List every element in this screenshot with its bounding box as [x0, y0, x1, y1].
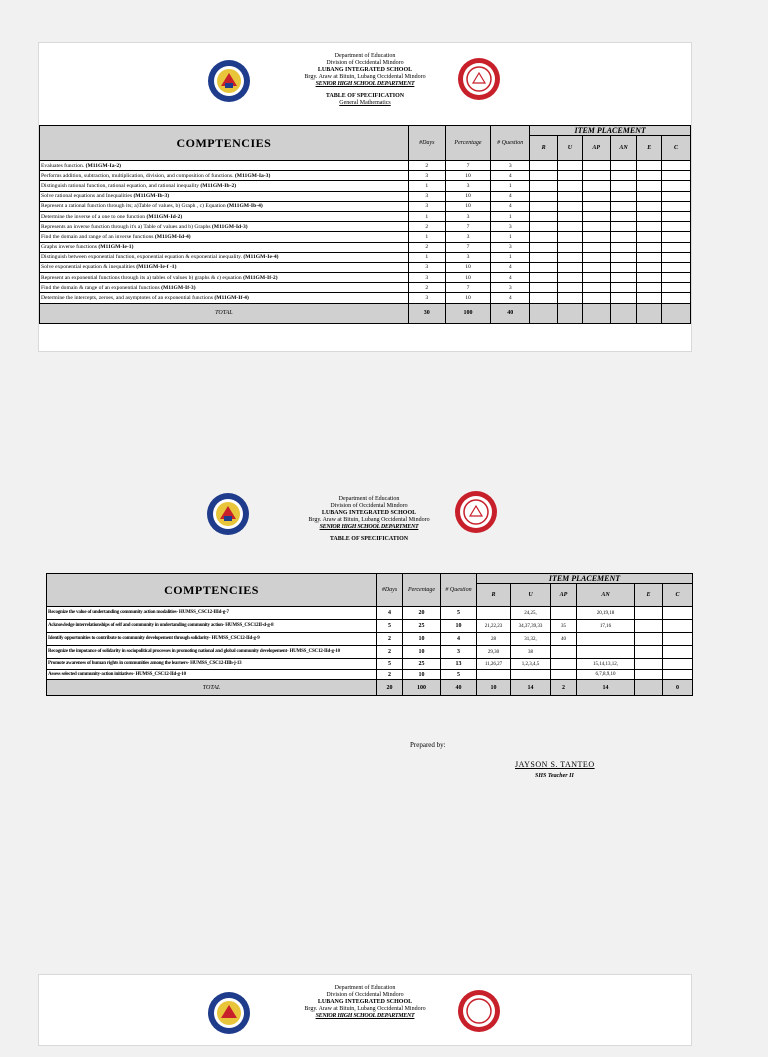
an-cell — [610, 283, 637, 293]
r-cell — [477, 670, 511, 680]
days-cell: 2 — [408, 242, 445, 252]
r-cell — [530, 283, 558, 293]
percentage-cell: 10 — [445, 191, 490, 201]
c-header: C — [662, 136, 691, 161]
page-3 — [38, 974, 692, 1046]
u-cell — [558, 171, 583, 181]
school-seal-icon — [457, 57, 501, 101]
competency-cell: Solve exponential equation & inequalities (M11GM-Ie-f -1) — [40, 262, 409, 272]
competency-cell: Represent a rational function through its; a)Table of values, b) Graph , c) Equation (M11GM-Ib-4) — [40, 201, 409, 211]
total-questions: 40 — [491, 303, 530, 323]
an-cell — [610, 181, 637, 191]
ap-cell: 35 — [551, 620, 577, 633]
days-cell: 2 — [408, 283, 445, 293]
competency-cell: Determine the intercepts, zeroes, and asymptotes of an exponential functions (M11GM-If-4) — [40, 293, 409, 303]
c-cell — [662, 171, 691, 181]
ap-cell — [582, 211, 610, 221]
total-ap: 2 — [551, 680, 577, 696]
table-row — [40, 191, 691, 201]
u-cell — [558, 293, 583, 303]
u-header: U — [511, 584, 551, 607]
u-cell — [558, 232, 583, 242]
e-cell — [637, 232, 662, 242]
c-cell — [662, 161, 691, 171]
an-cell: 6,7,8,9,10 — [577, 670, 635, 680]
department-name: SENIOR HIGH SCHOOL DEPARTMENT — [319, 524, 419, 530]
an-cell — [577, 633, 635, 646]
questions-cell: 4 — [491, 293, 530, 303]
ap-header: AP — [582, 136, 610, 161]
tos-table-community-engagement — [46, 573, 693, 696]
r-cell: 11,26,27 — [477, 659, 511, 670]
days-cell: 2 — [377, 646, 403, 659]
school-name: LUBANG INTEGRATED SCHOOL — [317, 999, 413, 1005]
school-seal-icon — [454, 490, 498, 534]
percentage-header: Percentage — [403, 574, 441, 607]
r-cell: 21,22,23 — [477, 620, 511, 633]
competency-cell: Find the domain & range of an exponential functions (M11GM-If-3) — [40, 283, 409, 293]
ap-cell — [551, 607, 577, 620]
questions-cell: 5 — [441, 607, 477, 620]
table-row — [40, 171, 691, 181]
competency-cell: Graphs inverse functions (M11GM-Ie-1) — [40, 242, 409, 252]
days-cell: 3 — [408, 293, 445, 303]
an-cell — [610, 232, 637, 242]
r-cell — [530, 161, 558, 171]
ap-cell — [582, 293, 610, 303]
an-cell — [610, 171, 637, 181]
percentage-cell: 7 — [445, 242, 490, 252]
e-cell — [637, 201, 662, 211]
page-1 — [38, 42, 692, 352]
total-percentage: 100 — [445, 303, 490, 323]
e-cell — [637, 171, 662, 181]
competency-cell: Assess selected community-action initiatives- HUMSS_CSC12-IId-g-10 — [47, 670, 377, 680]
header-line2: Division of Occidental Mindoro — [330, 503, 408, 509]
r-cell — [530, 171, 558, 181]
ap-cell — [582, 191, 610, 201]
r-header: R — [477, 584, 511, 607]
ap-cell — [551, 646, 577, 659]
e-cell — [637, 181, 662, 191]
item-placement-header: ITEM PLACEMENT — [530, 126, 691, 136]
an-cell — [610, 211, 637, 221]
days-cell: 1 — [408, 211, 445, 221]
ap-cell — [582, 252, 610, 262]
u-cell — [558, 273, 583, 283]
competency-cell: Performs addition, subtraction, multiplication, division, and composition of functions. (M11GM-Ia-3) — [40, 171, 409, 181]
total-u: 14 — [511, 680, 551, 696]
percentage-cell: 25 — [403, 620, 441, 633]
r-header: R — [530, 136, 558, 161]
competencies-header: COMPTENCIES — [40, 126, 409, 161]
r-cell — [530, 222, 558, 232]
e-header: E — [635, 584, 663, 607]
r-cell: 29,30 — [477, 646, 511, 659]
questions-cell: 1 — [491, 181, 530, 191]
c-cell — [662, 201, 691, 211]
c-cell — [663, 646, 693, 659]
an-cell — [610, 252, 637, 262]
ap-cell — [582, 283, 610, 293]
ap-cell — [582, 171, 610, 181]
days-cell: 3 — [408, 191, 445, 201]
total-c: 0 — [663, 680, 693, 696]
ap-header: AP — [551, 584, 577, 607]
an-cell — [610, 242, 637, 252]
e-cell — [637, 191, 662, 201]
e-cell — [637, 161, 662, 171]
questions-cell: 1 — [491, 211, 530, 221]
total-label: TOTAL — [47, 680, 377, 696]
percentage-cell: 10 — [445, 262, 490, 272]
prepared-by-label: Prepared by: — [410, 741, 446, 749]
questions-cell: 4 — [491, 171, 530, 181]
percentage-cell: 20 — [403, 607, 441, 620]
percentage-cell: 10 — [445, 293, 490, 303]
e-cell — [635, 633, 663, 646]
questions-cell: 3 — [491, 222, 530, 232]
questions-cell: 3 — [491, 161, 530, 171]
table-row — [40, 161, 691, 171]
days-cell: 3 — [408, 262, 445, 272]
competency-cell: Promote awareness of human rights in communities among the learners- HUMSS_CSC12-IIIh-j-13 — [47, 659, 377, 670]
total-days: 30 — [408, 303, 445, 323]
percentage-cell: 10 — [445, 273, 490, 283]
days-cell: 4 — [377, 607, 403, 620]
u-cell — [558, 201, 583, 211]
total-days: 20 — [377, 680, 403, 696]
questions-cell: 13 — [441, 659, 477, 670]
an-cell — [610, 201, 637, 211]
table-row — [40, 201, 691, 211]
percentage-cell: 25 — [403, 659, 441, 670]
ap-cell — [582, 201, 610, 211]
competency-cell: Distinguish rational function, rational equation, and rational inequality (M11GM-Ib-2) — [40, 181, 409, 191]
e-cell — [635, 659, 663, 670]
days-cell: 3 — [408, 273, 445, 283]
competency-cell: Find the domain and range of an inverse functions (M11GM-Id-4) — [40, 232, 409, 242]
competency-cell: Determine the inverse of a one to one function (M11GM-Id-2) — [40, 211, 409, 221]
u-cell — [558, 242, 583, 252]
ap-cell — [582, 273, 610, 283]
e-cell — [637, 283, 662, 293]
an-cell: 15,14,13,12, — [577, 659, 635, 670]
page-2-letterhead — [46, 480, 692, 560]
header-line1: Department of Education — [334, 985, 396, 991]
questions-cell: 10 — [441, 620, 477, 633]
signatory-title: SHS Teacher II — [535, 773, 574, 779]
table-row — [40, 211, 691, 221]
competency-cell: Represent an exponential functions through its a) tables of values b) graphs & c) equation (M11GM-If-2) — [40, 273, 409, 283]
competency-cell: Recognize the impotance of solidarity in sociopolitical processes in promoting national and global community developement- HUMSS_CSC12-IId-g-10 — [47, 646, 377, 659]
item-placement-header: ITEM PLACEMENT — [477, 574, 693, 584]
days-header: #Days — [377, 574, 403, 607]
header-line2: Division of Occidental Mindoro — [326, 60, 404, 66]
questions-cell: 5 — [441, 670, 477, 680]
r-cell — [530, 293, 558, 303]
days-header: #Days — [408, 126, 445, 161]
competencies-header: COMPTENCIES — [47, 574, 377, 607]
subject-name: General Mathematics — [339, 100, 391, 106]
an-cell — [610, 273, 637, 283]
tos-title: TABLE OF SPECIFICATION — [325, 93, 405, 99]
header-line2: Division of Occidental Mindoro — [326, 992, 404, 998]
e-cell — [635, 646, 663, 659]
r-cell: 28 — [477, 633, 511, 646]
u-cell: 1,2,3,4,5 — [511, 659, 551, 670]
table-row — [47, 620, 693, 633]
ap-cell — [582, 262, 610, 272]
questions-header: # Question — [491, 126, 530, 161]
competency-cell: Represents an inverse function through it's a) Table of values and b) Graphs (M11GM-Id-3) — [40, 222, 409, 232]
c-cell — [663, 659, 693, 670]
questions-cell: 3 — [491, 242, 530, 252]
percentage-cell: 3 — [445, 252, 490, 262]
r-cell — [530, 273, 558, 283]
percentage-cell: 7 — [445, 161, 490, 171]
questions-cell: 1 — [491, 232, 530, 242]
e-cell — [637, 273, 662, 283]
table-row — [47, 659, 693, 670]
r-cell — [530, 181, 558, 191]
e-cell — [635, 670, 663, 680]
days-cell: 2 — [377, 670, 403, 680]
percentage-cell: 3 — [445, 232, 490, 242]
e-cell — [637, 252, 662, 262]
questions-cell: 3 — [441, 646, 477, 659]
percentage-cell: 7 — [445, 222, 490, 232]
table-row — [40, 252, 691, 262]
table-row — [40, 262, 691, 272]
questions-cell: 1 — [491, 252, 530, 262]
c-cell — [662, 273, 691, 283]
signatory-name: JAYSON S. TANTEO — [515, 760, 595, 769]
school-name: LUBANG INTEGRATED SCHOOL — [321, 510, 417, 516]
c-cell — [662, 283, 691, 293]
c-cell — [663, 670, 693, 680]
ap-cell — [551, 670, 577, 680]
u-cell: 34,37,39,33 — [511, 620, 551, 633]
total-percentage: 100 — [403, 680, 441, 696]
school-address: Brgy. Araw at Bituin, Lubang Occidental Mindoro — [308, 517, 430, 523]
days-cell: 1 — [408, 232, 445, 242]
c-cell — [662, 181, 691, 191]
c-cell — [662, 232, 691, 242]
u-cell — [558, 161, 583, 171]
u-header: U — [558, 136, 583, 161]
table-row — [40, 293, 691, 303]
an-cell — [577, 646, 635, 659]
table-row — [47, 670, 693, 680]
u-cell — [558, 283, 583, 293]
u-cell — [558, 191, 583, 201]
u-cell: 38 — [511, 646, 551, 659]
department-name: SENIOR HIGH SCHOOL DEPARTMENT — [315, 1013, 415, 1019]
percentage-cell: 10 — [403, 633, 441, 646]
table-row — [40, 273, 691, 283]
c-cell — [663, 620, 693, 633]
ap-cell — [582, 242, 610, 252]
r-cell — [477, 607, 511, 620]
c-cell — [663, 607, 693, 620]
e-cell — [635, 607, 663, 620]
deped-seal-icon — [206, 492, 250, 536]
c-cell — [662, 211, 691, 221]
percentage-cell: 10 — [445, 171, 490, 181]
u-cell — [558, 252, 583, 262]
e-header: E — [637, 136, 662, 161]
school-address: Brgy. Araw at Bituin, Lubang Occidental Mindoro — [304, 1006, 426, 1012]
u-cell — [558, 181, 583, 191]
percentage-cell: 3 — [445, 181, 490, 191]
header-line1: Department of Education — [338, 496, 400, 502]
percentage-cell: 7 — [445, 283, 490, 293]
total-questions: 40 — [441, 680, 477, 696]
c-cell — [663, 633, 693, 646]
table-row — [47, 633, 693, 646]
school-seal-icon — [457, 989, 501, 1033]
c-cell — [662, 262, 691, 272]
table-row — [40, 242, 691, 252]
ap-cell — [582, 161, 610, 171]
an-cell — [610, 262, 637, 272]
days-cell: 5 — [377, 659, 403, 670]
days-cell: 1 — [408, 181, 445, 191]
days-cell: 3 — [408, 171, 445, 181]
an-cell — [610, 161, 637, 171]
percentage-cell: 10 — [403, 646, 441, 659]
e-cell — [637, 222, 662, 232]
c-header: C — [663, 584, 693, 607]
r-cell — [530, 211, 558, 221]
questions-header: # Question — [441, 574, 477, 607]
questions-cell: 4 — [491, 262, 530, 272]
e-cell — [637, 211, 662, 221]
days-cell: 3 — [408, 201, 445, 211]
table-row — [40, 181, 691, 191]
an-header: AN — [577, 584, 635, 607]
questions-cell: 4 — [441, 633, 477, 646]
header-line1: Department of Education — [334, 53, 396, 59]
deped-seal-icon — [207, 991, 251, 1035]
school-name: LUBANG INTEGRATED SCHOOL — [317, 67, 413, 73]
u-cell — [558, 222, 583, 232]
r-cell — [530, 201, 558, 211]
days-cell: 2 — [408, 222, 445, 232]
r-cell — [530, 232, 558, 242]
total-e — [635, 680, 663, 696]
an-header: AN — [610, 136, 637, 161]
r-cell — [530, 191, 558, 201]
percentage-cell: 10 — [445, 201, 490, 211]
r-cell — [530, 252, 558, 262]
u-cell: 31,32, — [511, 633, 551, 646]
an-cell — [610, 293, 637, 303]
table-row — [40, 283, 691, 293]
competency-cell: Identify opportunities to contribute to community developement through solidarity- HUMSS_CSC12-IId-g-9 — [47, 633, 377, 646]
r-cell — [530, 262, 558, 272]
competency-cell: Acknowledge interrelationships of self and community in undertanding community action- HUMSS_CSC12II-d-g-8 — [47, 620, 377, 633]
an-cell — [610, 222, 637, 232]
table-row — [47, 607, 693, 620]
questions-cell: 4 — [491, 273, 530, 283]
u-cell — [511, 670, 551, 680]
ap-cell — [551, 659, 577, 670]
table-row — [40, 232, 691, 242]
u-cell: 24,25, — [511, 607, 551, 620]
u-cell — [558, 262, 583, 272]
c-cell — [662, 293, 691, 303]
school-address: Brgy. Araw at Bituin, Lubang Occidental Mindoro — [304, 74, 426, 80]
days-cell: 1 — [408, 252, 445, 262]
ap-cell: 40 — [551, 633, 577, 646]
percentage-cell: 3 — [445, 211, 490, 221]
u-cell — [558, 211, 583, 221]
total-r: 10 — [477, 680, 511, 696]
ap-cell — [582, 232, 610, 242]
letterhead — [39, 43, 691, 125]
tos-title: TABLE OF SPECIFICATION — [329, 536, 409, 542]
table-row — [47, 646, 693, 659]
ap-cell — [582, 181, 610, 191]
days-cell: 5 — [377, 620, 403, 633]
total-label: TOTAL — [40, 303, 409, 323]
e-cell — [635, 620, 663, 633]
questions-cell: 4 — [491, 201, 530, 211]
questions-cell: 4 — [491, 191, 530, 201]
r-cell — [530, 242, 558, 252]
department-name: SENIOR HIGH SCHOOL DEPARTMENT — [315, 81, 415, 87]
an-cell: 20,19,18 — [577, 607, 635, 620]
table-row — [40, 222, 691, 232]
e-cell — [637, 293, 662, 303]
percentage-header: Percentage — [445, 126, 490, 161]
competency-cell: Solve rational equations and Inequalities (M11GM-Ib-3) — [40, 191, 409, 201]
c-cell — [662, 252, 691, 262]
days-cell: 2 — [408, 161, 445, 171]
ap-cell — [582, 222, 610, 232]
c-cell — [662, 222, 691, 232]
c-cell — [662, 191, 691, 201]
an-cell — [610, 191, 637, 201]
total-an: 14 — [577, 680, 635, 696]
days-cell: 2 — [377, 633, 403, 646]
c-cell — [662, 242, 691, 252]
percentage-cell: 10 — [403, 670, 441, 680]
deped-seal-icon — [207, 59, 251, 103]
questions-cell: 3 — [491, 283, 530, 293]
an-cell: 17,16 — [577, 620, 635, 633]
e-cell — [637, 262, 662, 272]
competency-cell: Evaluates function. (M11GM-Ia-2) — [40, 161, 409, 171]
competency-cell: Distinguish between exponential function, exponential equation & exponential inequality. (M11GM-Ie-4) — [40, 252, 409, 262]
e-cell — [637, 242, 662, 252]
competency-cell: Recognize the value of undertanding community action modalities- HUMSS_CSC12-IIId-g-7 — [47, 607, 377, 620]
tos-table-general-math — [39, 125, 691, 324]
